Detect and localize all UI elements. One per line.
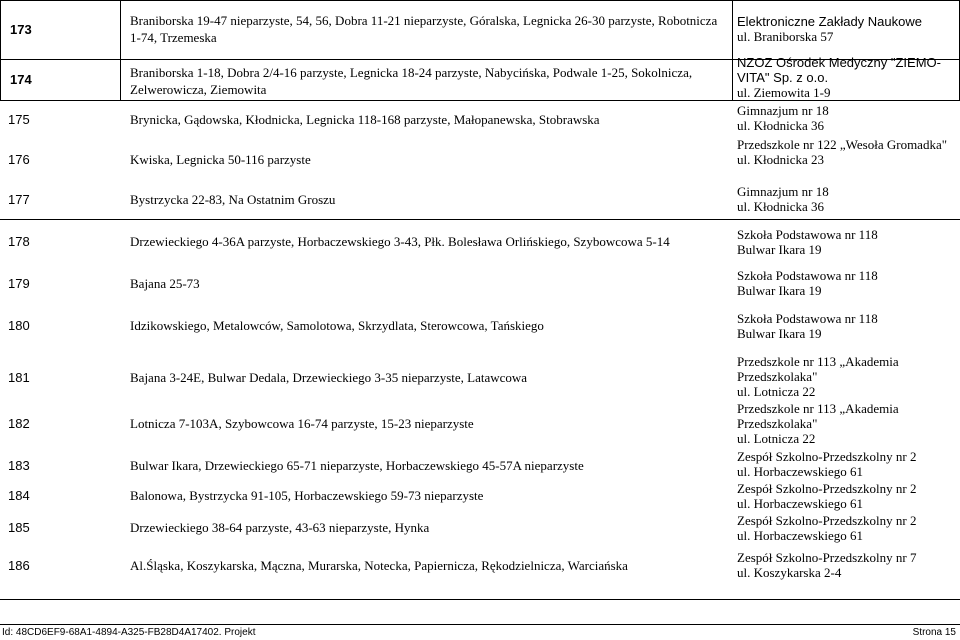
district-number: 186 xyxy=(8,558,30,573)
station-name: Przedszkole nr 122 „Wesoła Gromadka" xyxy=(737,137,948,152)
district-streets: Braniborska 19-47 nieparzyste, 54, 56, Dobra 11-21 nieparzyste, Góralska, Legnicka 26-30 parzyste, Robotnicza 1-74, Trzemeska xyxy=(130,13,718,45)
district-streets: Brynicka, Gądowska, Kłodnicka, Legnicka 118-168 parzyste, Małopanewska, Stobrawska xyxy=(130,112,600,127)
polling-station xyxy=(737,401,957,446)
polling-station xyxy=(737,103,957,133)
district-number: 176 xyxy=(8,152,30,167)
station-name: Szkoła Podstawowa nr 118 xyxy=(737,311,878,326)
polling-station xyxy=(737,55,957,100)
district-number: 181 xyxy=(8,370,30,385)
station-name: Zespół Szkolno-Przedszkolny nr 2 xyxy=(737,449,917,464)
district-streets: Bulwar Ikara, Drzewieckiego 65-71 nieparzyste, Horbaczewskiego 45-57A nieparzyste xyxy=(130,458,584,473)
district-streets: Bystrzycka 22-83, Na Ostatnim Groszu xyxy=(130,192,336,207)
district-number: 183 xyxy=(8,458,30,473)
district-streets: Balonowa, Bystrzycka 91-105, Horbaczewskiego 59-73 nieparzyste xyxy=(130,488,484,503)
polling-station xyxy=(737,550,957,580)
polling-station xyxy=(737,481,957,511)
row-divider xyxy=(0,0,960,1)
station-name: Elektroniczne Zakłady Naukowe xyxy=(737,14,922,29)
polling-station xyxy=(737,268,957,298)
column-divider xyxy=(120,0,121,100)
district-streets: Bajana 25-73 xyxy=(130,276,200,291)
district-streets: Al.Śląska, Koszykarska, Mączna, Murarska, Notecka, Papiernicza, Rękodzielnicza, Warciańska xyxy=(130,558,628,573)
row-divider xyxy=(0,599,960,600)
station-address: ul. Ziemowita 1-9 xyxy=(737,85,831,100)
district-number: 185 xyxy=(8,520,30,535)
polling-station xyxy=(737,513,957,543)
station-address: Bulwar Ikara 19 xyxy=(737,242,822,257)
district-streets: Kwiska, Legnicka 50-116 parzyste xyxy=(130,152,311,167)
station-address: ul. Lotnicza 22 xyxy=(737,384,816,399)
district-streets: Drzewieckiego 4-36A parzyste, Horbaczewskiego 3-43, Płk. Bolesława Orlińskiego, Szybowcowa 5-14 xyxy=(130,234,670,249)
station-name: NZOZ Ośrodek Medyczny "ZIEMO-VITA" Sp. z o.o. xyxy=(737,55,941,85)
station-address: ul. Koszykarska 2-4 xyxy=(737,565,842,580)
station-address: Bulwar Ikara 19 xyxy=(737,283,822,298)
district-number: 174 xyxy=(10,72,32,87)
column-divider xyxy=(0,0,1,100)
polling-station xyxy=(737,354,957,399)
page-footer xyxy=(0,625,960,640)
row-divider xyxy=(0,219,960,220)
district-number: 184 xyxy=(8,488,30,503)
district-number: 179 xyxy=(8,276,30,291)
district-number: 182 xyxy=(8,416,30,431)
station-address: ul. Horbaczewskiego 61 xyxy=(737,528,863,543)
polling-station xyxy=(737,449,957,479)
district-streets: Idzikowskiego, Metalowców, Samolotowa, Skrzydlata, Sterowcowa, Tańskiego xyxy=(130,318,544,333)
district-number: 180 xyxy=(8,318,30,333)
polling-station xyxy=(737,14,957,44)
polling-station xyxy=(737,137,957,167)
station-name: Szkoła Podstawowa nr 118 xyxy=(737,227,878,242)
station-name: Zespół Szkolno-Przedszkolny nr 2 xyxy=(737,481,917,496)
station-address: ul. Horbaczewskiego 61 xyxy=(737,496,863,511)
station-address: ul. Kłodnicka 23 xyxy=(737,152,825,167)
station-address: ul. Lotnicza 22 xyxy=(737,431,816,446)
station-name: Przedszkole nr 113 „Akademia Przedszkolaka" xyxy=(737,354,899,384)
station-name: Gimnazjum nr 18 xyxy=(737,184,829,199)
column-divider xyxy=(732,0,733,100)
station-address: ul. Horbaczewskiego 61 xyxy=(737,464,863,479)
district-streets: Braniborska 1-18, Dobra 2/4-16 parzyste, Legnicka 18-24 parzyste, Nabycińska, Podwale 1-25, Sokolnicza, Zelwerowicza, Ziemowita xyxy=(130,65,693,97)
station-name: Szkoła Podstawowa nr 118 xyxy=(737,268,878,283)
row-divider xyxy=(0,100,960,101)
district-number: 177 xyxy=(8,192,30,207)
station-address: ul. Kłodnicka 36 xyxy=(737,118,825,133)
station-address: ul. Kłodnicka 36 xyxy=(737,199,825,214)
station-name: Zespół Szkolno-Przedszkolny nr 7 xyxy=(737,550,917,565)
polling-station xyxy=(737,311,957,341)
page-number: Strona 15 xyxy=(912,627,956,638)
polling-station xyxy=(737,227,957,257)
station-address: ul. Braniborska 57 xyxy=(737,29,834,44)
district-streets: Drzewieckiego 38-64 parzyste, 43-63 nieparzyste, Hynka xyxy=(130,520,430,535)
station-address: Bulwar Ikara 19 xyxy=(737,326,822,341)
document-id: Id: 48CD6EF9-68A1-4894-A325-FB28D4A17402. Projekt xyxy=(2,627,256,638)
district-streets: Bajana 3-24E, Bulwar Dedala, Drzewieckiego 3-35 nieparzyste, Latawcowa xyxy=(130,370,528,385)
station-name: Przedszkole nr 113 „Akademia Przedszkolaka" xyxy=(737,401,899,431)
district-streets: Lotnicza 7-103A, Szybowcowa 16-74 parzyste, 15-23 nieparzyste xyxy=(130,416,474,431)
district-number: 173 xyxy=(10,22,32,37)
station-name: Gimnazjum nr 18 xyxy=(737,103,829,118)
district-number: 178 xyxy=(8,234,30,249)
district-number: 175 xyxy=(8,112,30,127)
polling-station xyxy=(737,184,957,214)
station-name: Zespół Szkolno-Przedszkolny nr 2 xyxy=(737,513,917,528)
